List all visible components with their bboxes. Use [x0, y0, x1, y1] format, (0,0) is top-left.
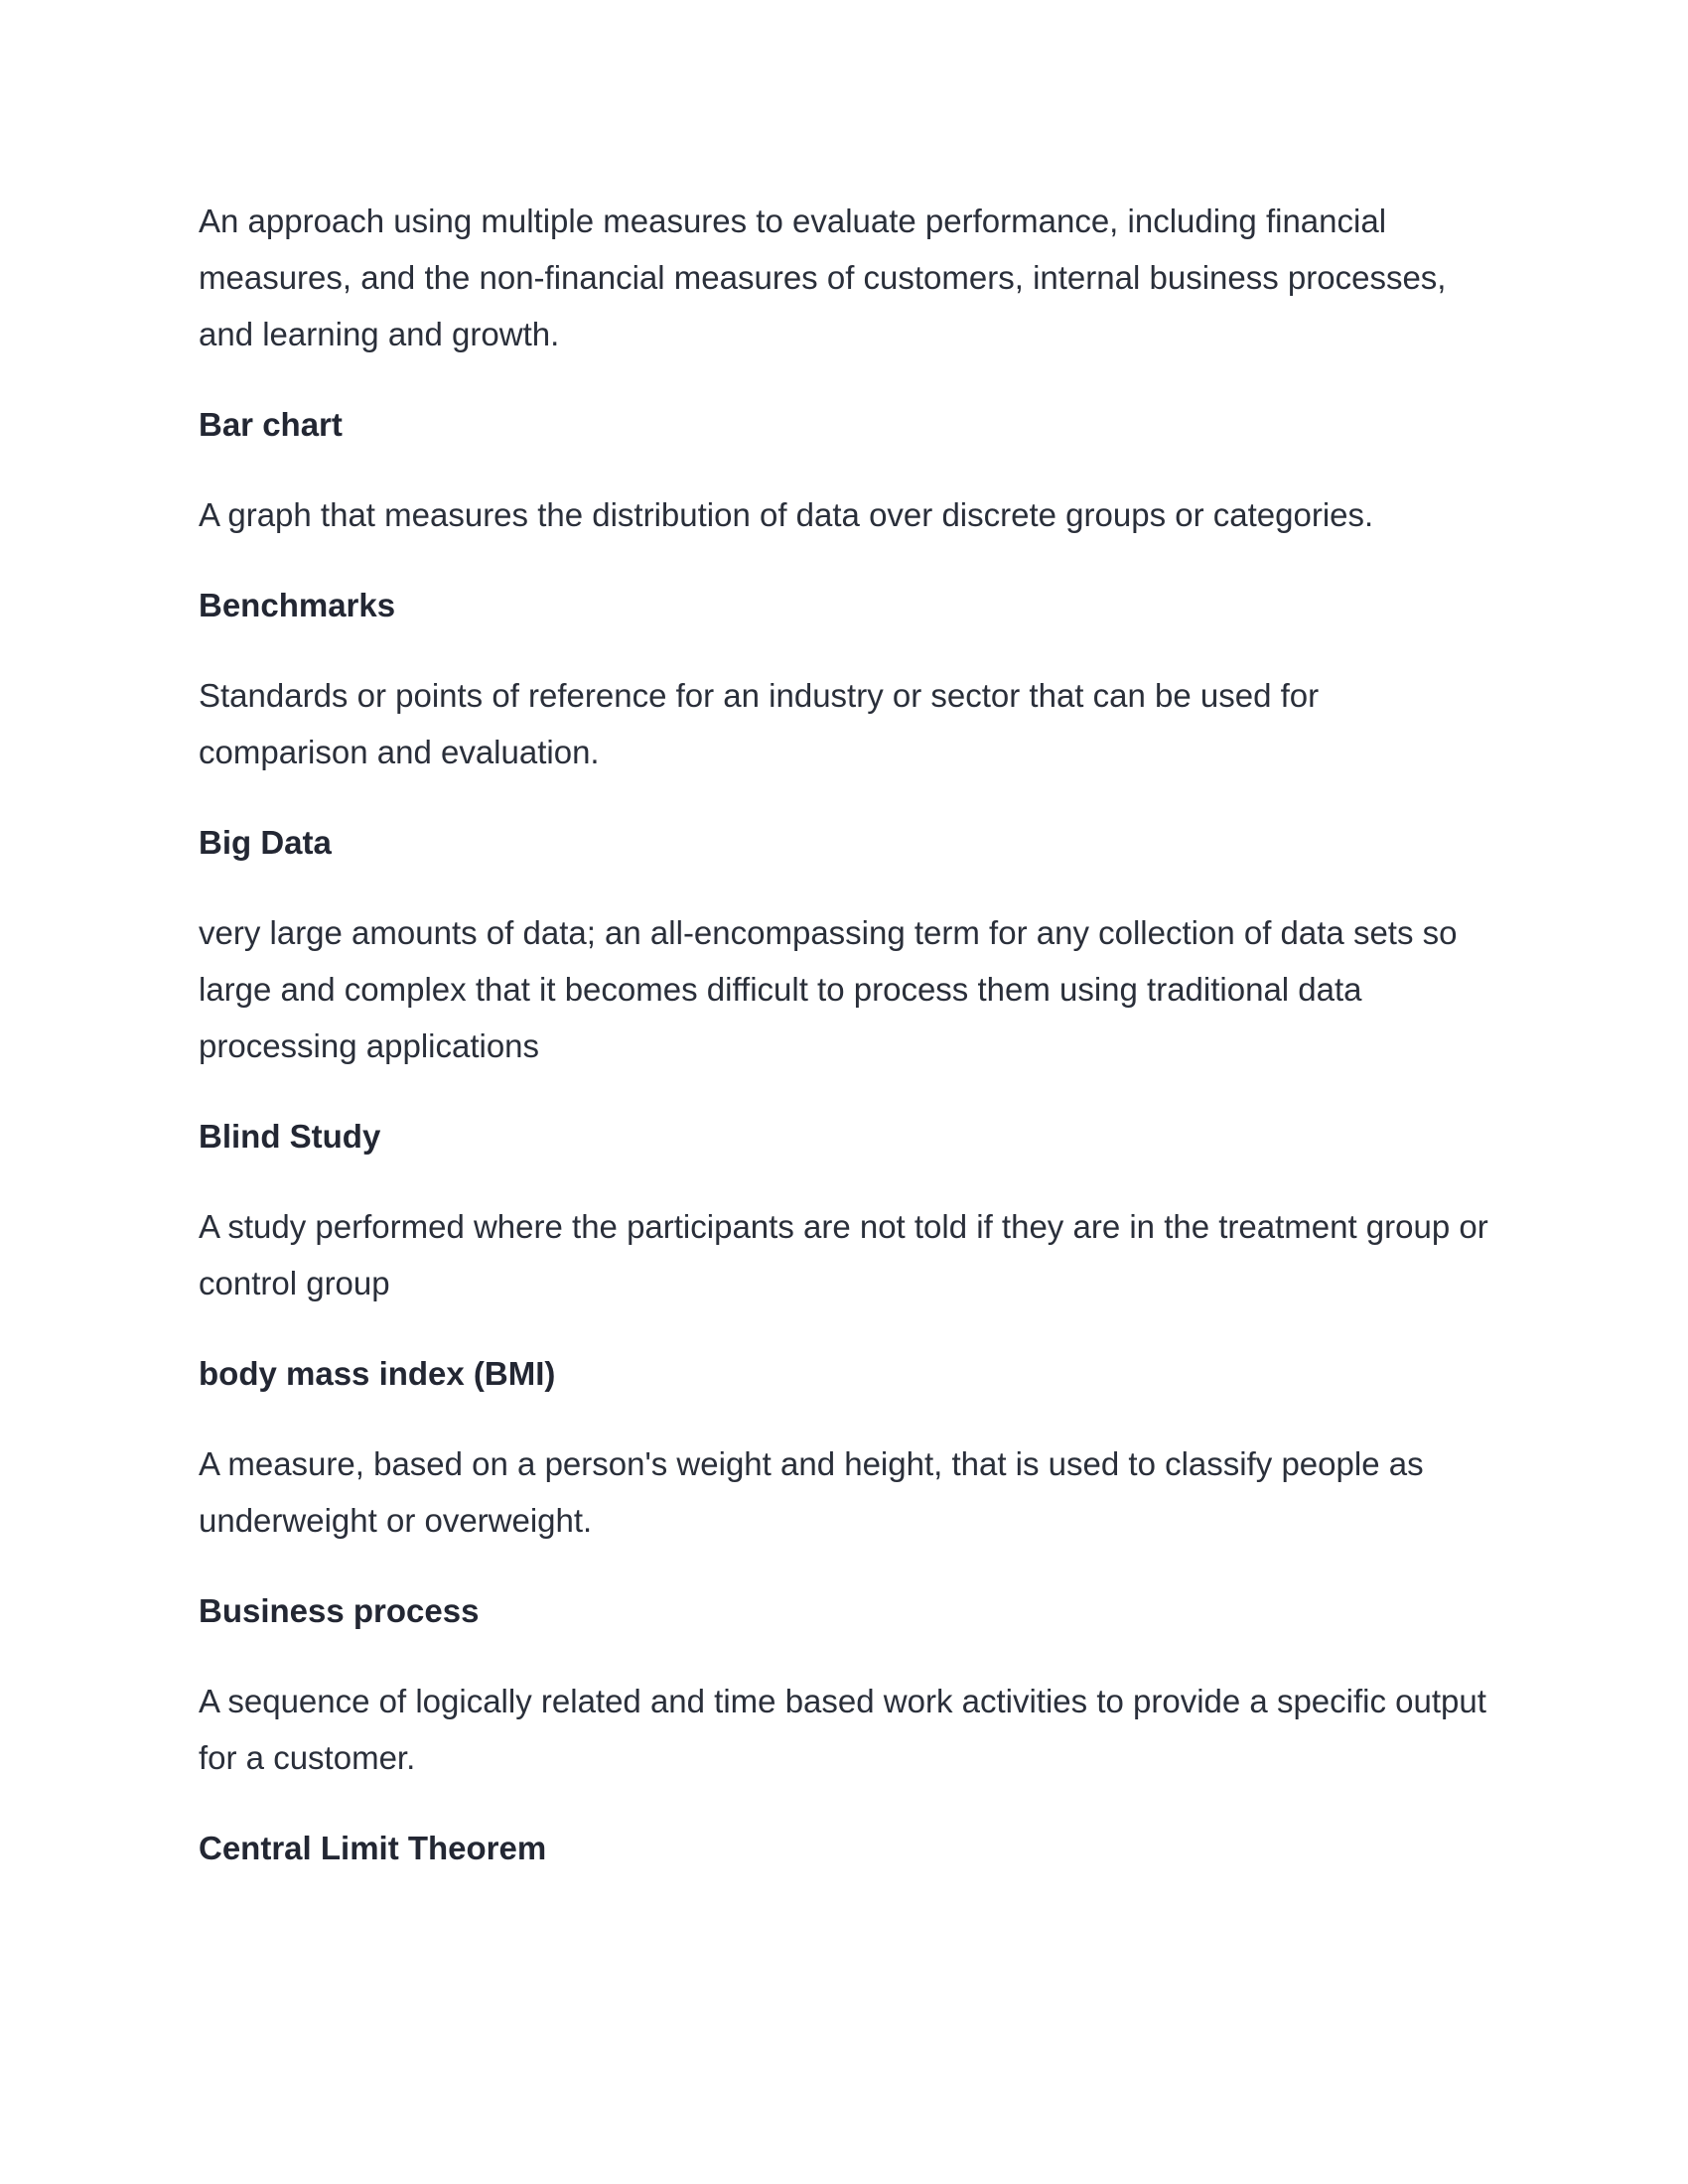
glossary-page — [199, 193, 1489, 1910]
intro-definition: An approach using multiple measures to evaluate performance, including financial measures, and the non-financial measures of customers, internal business processes, and learning and growth. — [199, 203, 1447, 352]
term-central-limit-theorem: Central Limit Theorem — [199, 1830, 547, 1866]
glossary-entry-business-process — [199, 1582, 1489, 1786]
definition-big-data: very large amounts of data; an all-encompassing term for any collection of data sets so large and complex that it becomes difficult to process them using traditional data processing applications — [199, 914, 1458, 1064]
term-bmi: body mass index (BMI) — [199, 1355, 556, 1392]
term-benchmarks: Benchmarks — [199, 587, 396, 623]
glossary-entry-benchmarks — [199, 577, 1489, 780]
glossary-entry-big-data — [199, 814, 1489, 1074]
term-blind-study: Blind Study — [199, 1118, 381, 1155]
definition-bmi: A measure, based on a person's weight and height, that is used to classify people as underweight or overweight. — [199, 1445, 1424, 1539]
definition-business-process: A sequence of logically related and time based work activities to provide a specific output for a customer. — [199, 1683, 1486, 1776]
glossary-entry-blind-study — [199, 1108, 1489, 1311]
glossary-entry-bar-chart — [199, 396, 1489, 543]
term-business-process: Business process — [199, 1592, 480, 1629]
definition-benchmarks: Standards or points of reference for an industry or sector that can be used for comparison and evaluation. — [199, 677, 1320, 770]
glossary-entry-bmi — [199, 1345, 1489, 1549]
glossary-entry-central-limit-theorem — [199, 1820, 1489, 1876]
term-bar-chart: Bar chart — [199, 406, 343, 443]
definition-blind-study: A study performed where the participants are not told if they are in the treatment group or control group — [199, 1208, 1488, 1301]
term-big-data: Big Data — [199, 824, 332, 861]
definition-bar-chart: A graph that measures the distribution of data over discrete groups or categories. — [199, 496, 1374, 533]
